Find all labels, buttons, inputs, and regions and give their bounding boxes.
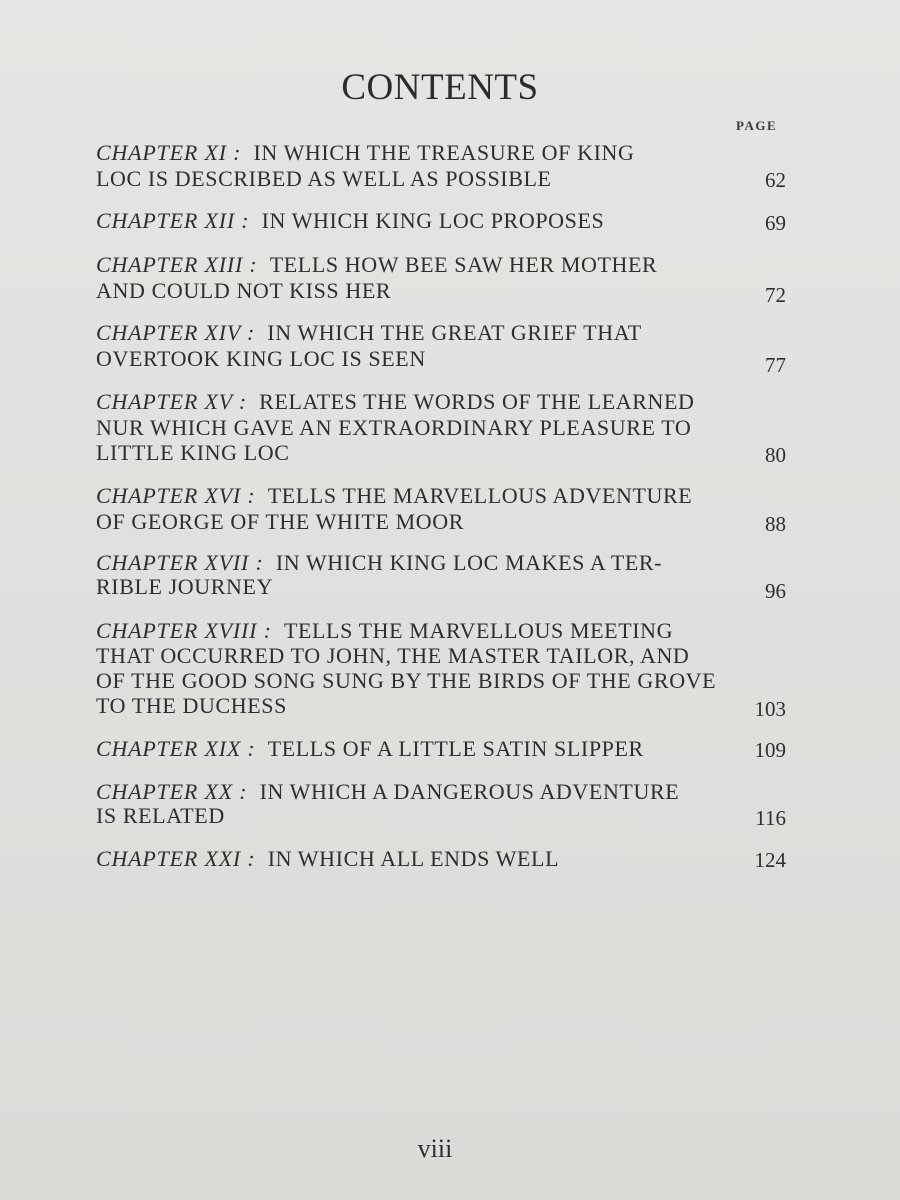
entry-line bbox=[96, 320, 642, 346]
entry-line: IS RELATED bbox=[96, 803, 225, 828]
chapter-label: CHAPTER XX : bbox=[96, 779, 248, 804]
entry-line: OF GEORGE OF THE WHITE MOOR bbox=[96, 509, 464, 534]
entry-line bbox=[96, 389, 695, 415]
entry-line bbox=[96, 779, 679, 805]
chapter-title: TELLS THE MARVELLOUS ADVENTURE bbox=[267, 483, 693, 508]
entry-line: LITTLE KING LOC bbox=[96, 440, 290, 465]
entry-line: AND COULD NOT KISS HER bbox=[96, 278, 392, 303]
page-number: 77 bbox=[765, 353, 786, 377]
entry-line: NUR WHICH GAVE AN EXTRAORDINARY PLEASURE TO bbox=[96, 415, 692, 440]
chapter-label: CHAPTER XI : bbox=[96, 140, 242, 165]
page-number: 96 bbox=[765, 579, 786, 603]
entry-line: TO THE DUCHESS bbox=[96, 693, 287, 718]
entry-line: OVERTOOK KING LOC IS SEEN bbox=[96, 346, 426, 371]
contents-entry bbox=[96, 846, 786, 872]
entry-line: OF THE GOOD SONG SUNG BY THE BIRDS OF THE GROVE bbox=[96, 668, 717, 693]
chapter-title: TELLS OF A LITTLE SATIN SLIPPER bbox=[267, 736, 644, 761]
entry-line bbox=[96, 483, 692, 509]
entry-line bbox=[96, 618, 673, 644]
page-number: 72 bbox=[765, 283, 786, 307]
page-number: 62 bbox=[765, 168, 786, 192]
contents-entry bbox=[96, 252, 786, 307]
entry-line bbox=[96, 550, 662, 576]
contents-entry bbox=[96, 550, 786, 602]
contents-entry bbox=[96, 208, 786, 234]
contents-entry bbox=[96, 618, 786, 722]
chapter-label: CHAPTER XII : bbox=[96, 208, 250, 233]
chapter-title: TELLS HOW BEE SAW HER MOTHER bbox=[269, 252, 658, 277]
chapter-title: IN WHICH THE TREASURE OF KING bbox=[253, 140, 635, 165]
contents-entry bbox=[96, 140, 786, 192]
entry-line bbox=[96, 736, 644, 762]
page-number: 103 bbox=[754, 697, 786, 721]
chapter-label: CHAPTER XIII : bbox=[96, 252, 258, 277]
chapter-label: CHAPTER XVII : bbox=[96, 550, 264, 575]
contents-entry bbox=[96, 320, 786, 377]
entry-line bbox=[96, 252, 657, 278]
chapter-label: CHAPTER XIX : bbox=[96, 736, 256, 761]
contents-entry bbox=[96, 483, 786, 535]
page-number: 69 bbox=[765, 211, 786, 235]
entry-line: LOC IS DESCRIBED AS WELL AS POSSIBLE bbox=[96, 166, 552, 191]
page-folio: viii bbox=[417, 1134, 453, 1163]
entry-line: THAT OCCURRED TO JOHN, THE MASTER TAILOR, AND bbox=[96, 643, 690, 668]
chapter-label: CHAPTER XV : bbox=[96, 389, 247, 414]
entry-line: RIBLE JOURNEY bbox=[96, 574, 274, 599]
chapter-title: IN WHICH KING LOC MAKES A TER- bbox=[275, 550, 663, 575]
chapter-label: CHAPTER XIV : bbox=[96, 320, 256, 345]
contents-entry bbox=[96, 389, 786, 467]
entry-line bbox=[96, 140, 634, 166]
page-number: 116 bbox=[755, 806, 786, 830]
chapter-label: CHAPTER XXI : bbox=[96, 846, 256, 871]
chapter-label: CHAPTER XVI : bbox=[96, 483, 256, 508]
chapter-title: IN WHICH ALL ENDS WELL bbox=[267, 846, 560, 871]
contents-entry bbox=[96, 779, 786, 831]
chapter-title: TELLS THE MARVELLOUS MEETING bbox=[283, 618, 674, 643]
chapter-label: CHAPTER XVIII : bbox=[96, 618, 272, 643]
page-title: CONTENTS bbox=[341, 67, 539, 108]
page-number: 88 bbox=[765, 512, 786, 536]
chapter-title: IN WHICH KING LOC PROPOSES bbox=[261, 208, 605, 233]
page-number: 124 bbox=[754, 848, 786, 872]
entry-line bbox=[96, 208, 604, 234]
chapter-title: IN WHICH THE GREAT GRIEF THAT bbox=[267, 320, 642, 345]
entry-line bbox=[96, 846, 559, 872]
page-column-header: PAGE bbox=[736, 118, 778, 133]
contents-entry bbox=[96, 736, 786, 762]
chapter-title: RELATES THE WORDS OF THE LEARNED bbox=[259, 389, 695, 414]
page-number: 109 bbox=[754, 738, 786, 762]
page-number: 80 bbox=[765, 443, 786, 467]
chapter-title: IN WHICH A DANGEROUS ADVENTURE bbox=[259, 779, 680, 804]
